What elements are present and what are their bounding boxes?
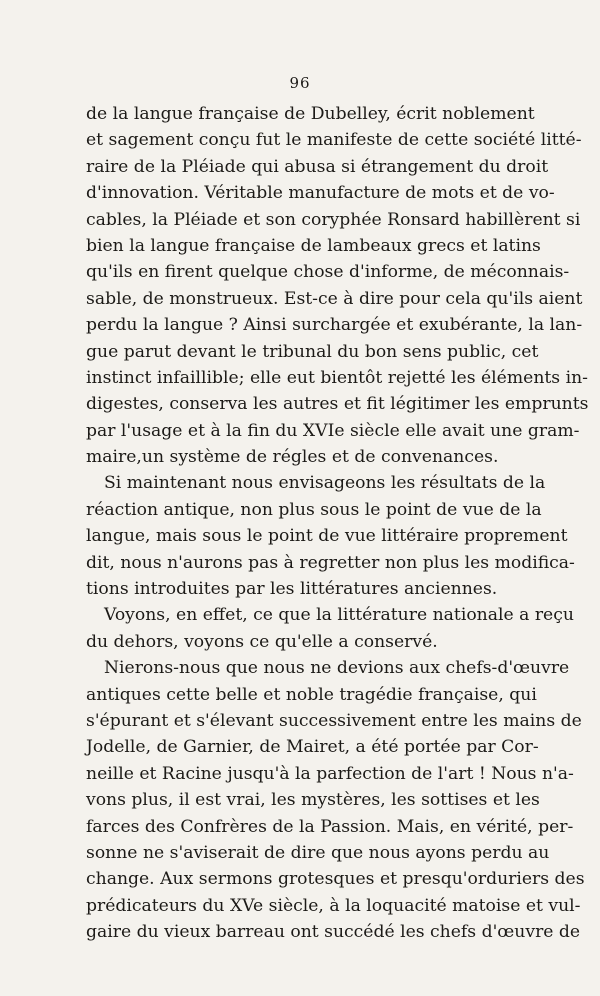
- text-line: bien la langue française de lambeaux grecs et latins: [86, 235, 541, 256]
- text-line: prédicateurs du XVe siècle, à la loquacité matoise et vul-: [86, 895, 581, 916]
- text-line: maire,un système de régles et de convenances.: [86, 447, 499, 468]
- text-line: change. Aux sermons grotesques et presqu'orduriers des: [86, 869, 585, 890]
- text-line: antiques cette belle et noble tragédie française, qui: [86, 684, 537, 705]
- text-line: Nierons-nous que nous ne devions aux chefs-d'œuvre: [104, 658, 570, 679]
- page-number: 96: [289, 74, 311, 92]
- text-line: gue parut devant le tribunal du bon sens public, cet: [86, 341, 539, 362]
- text-line: s'épurant et s'élevant successivement entre les mains de: [86, 710, 582, 731]
- paragraph-4: [86, 655, 585, 945]
- text-line: sable, de monstrueux. Est-ce à dire pour cela qu'ils aient: [86, 288, 583, 309]
- text-line: digestes, conserva les autres et fit légitimer les emprunts: [86, 394, 589, 415]
- text-line: instinct infaillible; elle eut bientôt rejetté les éléments in-: [86, 367, 588, 388]
- text-line: dit, nous n'aurons pas à regretter non plus les modifica-: [86, 552, 575, 573]
- text-line: tions introduites par les littératures anciennes.: [86, 579, 498, 600]
- paragraph-2: [86, 470, 575, 602]
- text-line: sonne ne s'aviserait de dire que nous ayons perdu au: [86, 842, 550, 863]
- text-line: du dehors, voyons ce qu'elle a conservé.: [86, 631, 438, 652]
- body-text: [86, 101, 589, 946]
- text-line: et sagement conçu fut le manifeste de cette société litté-: [86, 130, 582, 151]
- text-line: neille et Racine jusqu'à la parfection de l'art ! Nous n'a-: [86, 763, 574, 784]
- text-line: langue, mais sous le point de vue littéraire proprement: [86, 526, 568, 547]
- text-line: Jodelle, de Garnier, de Mairet, a été portée par Cor-: [86, 737, 539, 758]
- text-line: Si maintenant nous envisageons les résultats de la: [104, 473, 546, 494]
- text-line: cables, la Pléiade et son coryphée Ronsard habillèrent si: [86, 209, 581, 230]
- text-line: raire de la Pléiade qui abusa si étrangement du droit: [86, 156, 549, 177]
- text-line: qu'ils en firent quelque chose d'informe, de méconnais-: [86, 262, 570, 283]
- text-line: de la langue française de Dubelley, écrit noblement: [86, 104, 535, 124]
- text-line: réaction antique, non plus sous le point de vue de la: [86, 499, 542, 520]
- text-line: vons plus, il est vrai, les mystères, les sottises et les: [86, 790, 540, 811]
- paragraph-3: [86, 602, 574, 655]
- text-line: d'innovation. Véritable manufacture de mots et de vo-: [86, 183, 555, 204]
- text-line: perdu la langue ? Ainsi surchargée et exubérante, la lan-: [86, 315, 583, 336]
- paragraph-1: [86, 101, 589, 470]
- text-line: Voyons, en effet, ce que la littérature nationale a reçu: [104, 605, 574, 626]
- text-line: farces des Confrères de la Passion. Mais, en vérité, per-: [86, 816, 574, 837]
- text-line: gaire du vieux barreau ont succédé les chefs d'œuvre de: [86, 922, 581, 943]
- text-line: par l'usage et à la fin du XVIe siècle elle avait une gram-: [86, 420, 580, 441]
